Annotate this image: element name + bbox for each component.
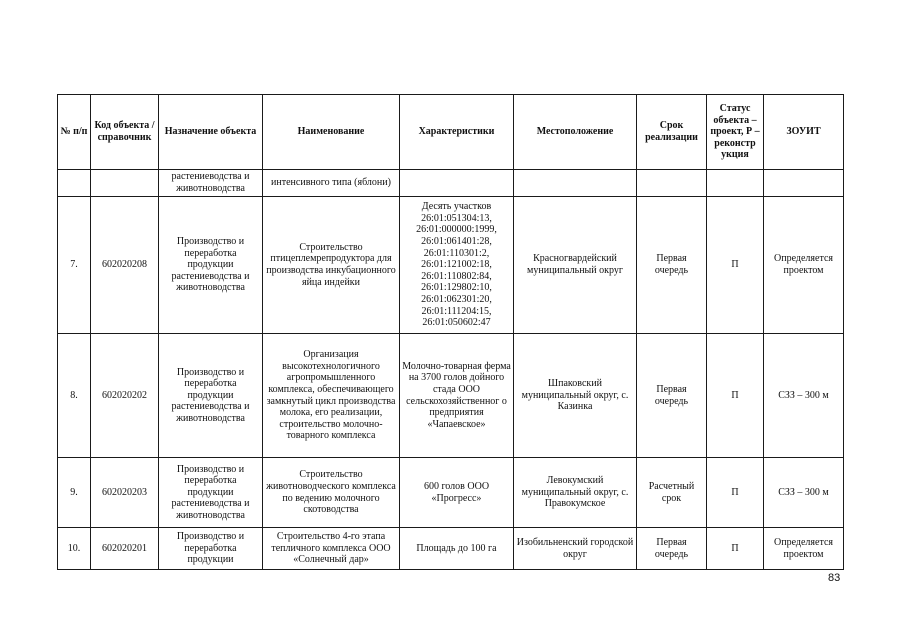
header-name: Наименование	[263, 95, 400, 170]
header-specs: Характеристики	[400, 95, 514, 170]
cell-zouit: Определяется проектом	[764, 528, 844, 570]
cell-purpose: Производство и переработка продукции растениеводства и животноводства	[159, 197, 263, 334]
cell-code: 602020202	[91, 334, 159, 458]
cell-term: Первая очередь	[637, 334, 707, 458]
cell-zouit: СЗЗ – 300 м	[764, 334, 844, 458]
cell-code: 602020203	[91, 458, 159, 528]
header-term: Срок реализации	[637, 95, 707, 170]
cell-term: Первая очередь	[637, 528, 707, 570]
table-row	[58, 528, 844, 570]
cell-name: интенсивного типа (яблони)	[263, 170, 400, 197]
cell-specs	[400, 170, 514, 197]
cell-purpose: Производство и переработка продукции	[159, 528, 263, 570]
cell-name: Строительство животноводческого комплекса по ведению молочного скотоводства	[263, 458, 400, 528]
cell-term	[637, 170, 707, 197]
cell-name: Организация высокотехнологичного агропромышленного комплекса, обеспечивающего замкнутый цикл производства молока, его реализации, строительство молочно- товарного комплекса	[263, 334, 400, 458]
header-num: № п/п	[58, 95, 91, 170]
cell-code: 602020201	[91, 528, 159, 570]
table-row	[58, 458, 844, 528]
cell-purpose: Производство и переработка продукции растениеводства и животноводства	[159, 458, 263, 528]
table-row	[58, 170, 844, 197]
cell-location: Красногвардейский муниципальный округ	[514, 197, 637, 334]
table-row	[58, 334, 844, 458]
header-purpose: Назначение объекта	[159, 95, 263, 170]
cell-specs: Десять участков 26:01:051304:13, 26:01:000000:1999, 26:01:061401:28, 26:01:110301:2, 26:01:121002:18, 26:01:110802:84, 26:01:129802:10, 26:01:062301:20, 26:01:111204:15, 26:01:050602:47	[400, 197, 514, 334]
cell-num: 9.	[58, 458, 91, 528]
cell-num: 7.	[58, 197, 91, 334]
header-status: Статус объекта – проект, Р – реконстр укция	[707, 95, 764, 170]
cell-specs: Площадь до 100 га	[400, 528, 514, 570]
cell-status: П	[707, 197, 764, 334]
table-header-row	[58, 95, 844, 170]
cell-status: П	[707, 334, 764, 458]
cell-num: 8.	[58, 334, 91, 458]
header-location: Местоположение	[514, 95, 637, 170]
cell-zouit: Определяется проектом	[764, 197, 844, 334]
cell-zouit: СЗЗ – 300 м	[764, 458, 844, 528]
table-row	[58, 197, 844, 334]
header-code: Код объекта / справочник	[91, 95, 159, 170]
cell-specs: 600 голов ООО «Прогресс»	[400, 458, 514, 528]
cell-name: Строительство птицеплемрепродуктора для производства инкубационного яйца индейки	[263, 197, 400, 334]
cell-status: П	[707, 458, 764, 528]
cell-num: 10.	[58, 528, 91, 570]
cell-code	[91, 170, 159, 197]
objects-table	[57, 94, 844, 570]
page-number: 83	[828, 572, 841, 584]
cell-purpose: Производство и переработка продукции растениеводства и животноводства	[159, 334, 263, 458]
cell-location	[514, 170, 637, 197]
header-zouit: ЗОУИТ	[764, 95, 844, 170]
cell-code: 602020208	[91, 197, 159, 334]
cell-status: П	[707, 528, 764, 570]
cell-term: Первая очередь	[637, 197, 707, 334]
cell-zouit	[764, 170, 844, 197]
cell-specs: Молочно-товарная ферма на 3700 голов дойного стада ООО сельскохозяйственног о предприятия «Чапаевское»	[400, 334, 514, 458]
cell-location: Шпаковский муниципальный округ, с. Казинка	[514, 334, 637, 458]
cell-purpose: растениеводства и животноводства	[159, 170, 263, 197]
cell-num	[58, 170, 91, 197]
cell-location: Левокумский муниципальный округ, с. Правокумское	[514, 458, 637, 528]
cell-term: Расчетный срок	[637, 458, 707, 528]
cell-name: Строительство 4-го этапа тепличного комплекса ООО «Солнечный дар»	[263, 528, 400, 570]
cell-location: Изобильненский городской округ	[514, 528, 637, 570]
cell-status	[707, 170, 764, 197]
